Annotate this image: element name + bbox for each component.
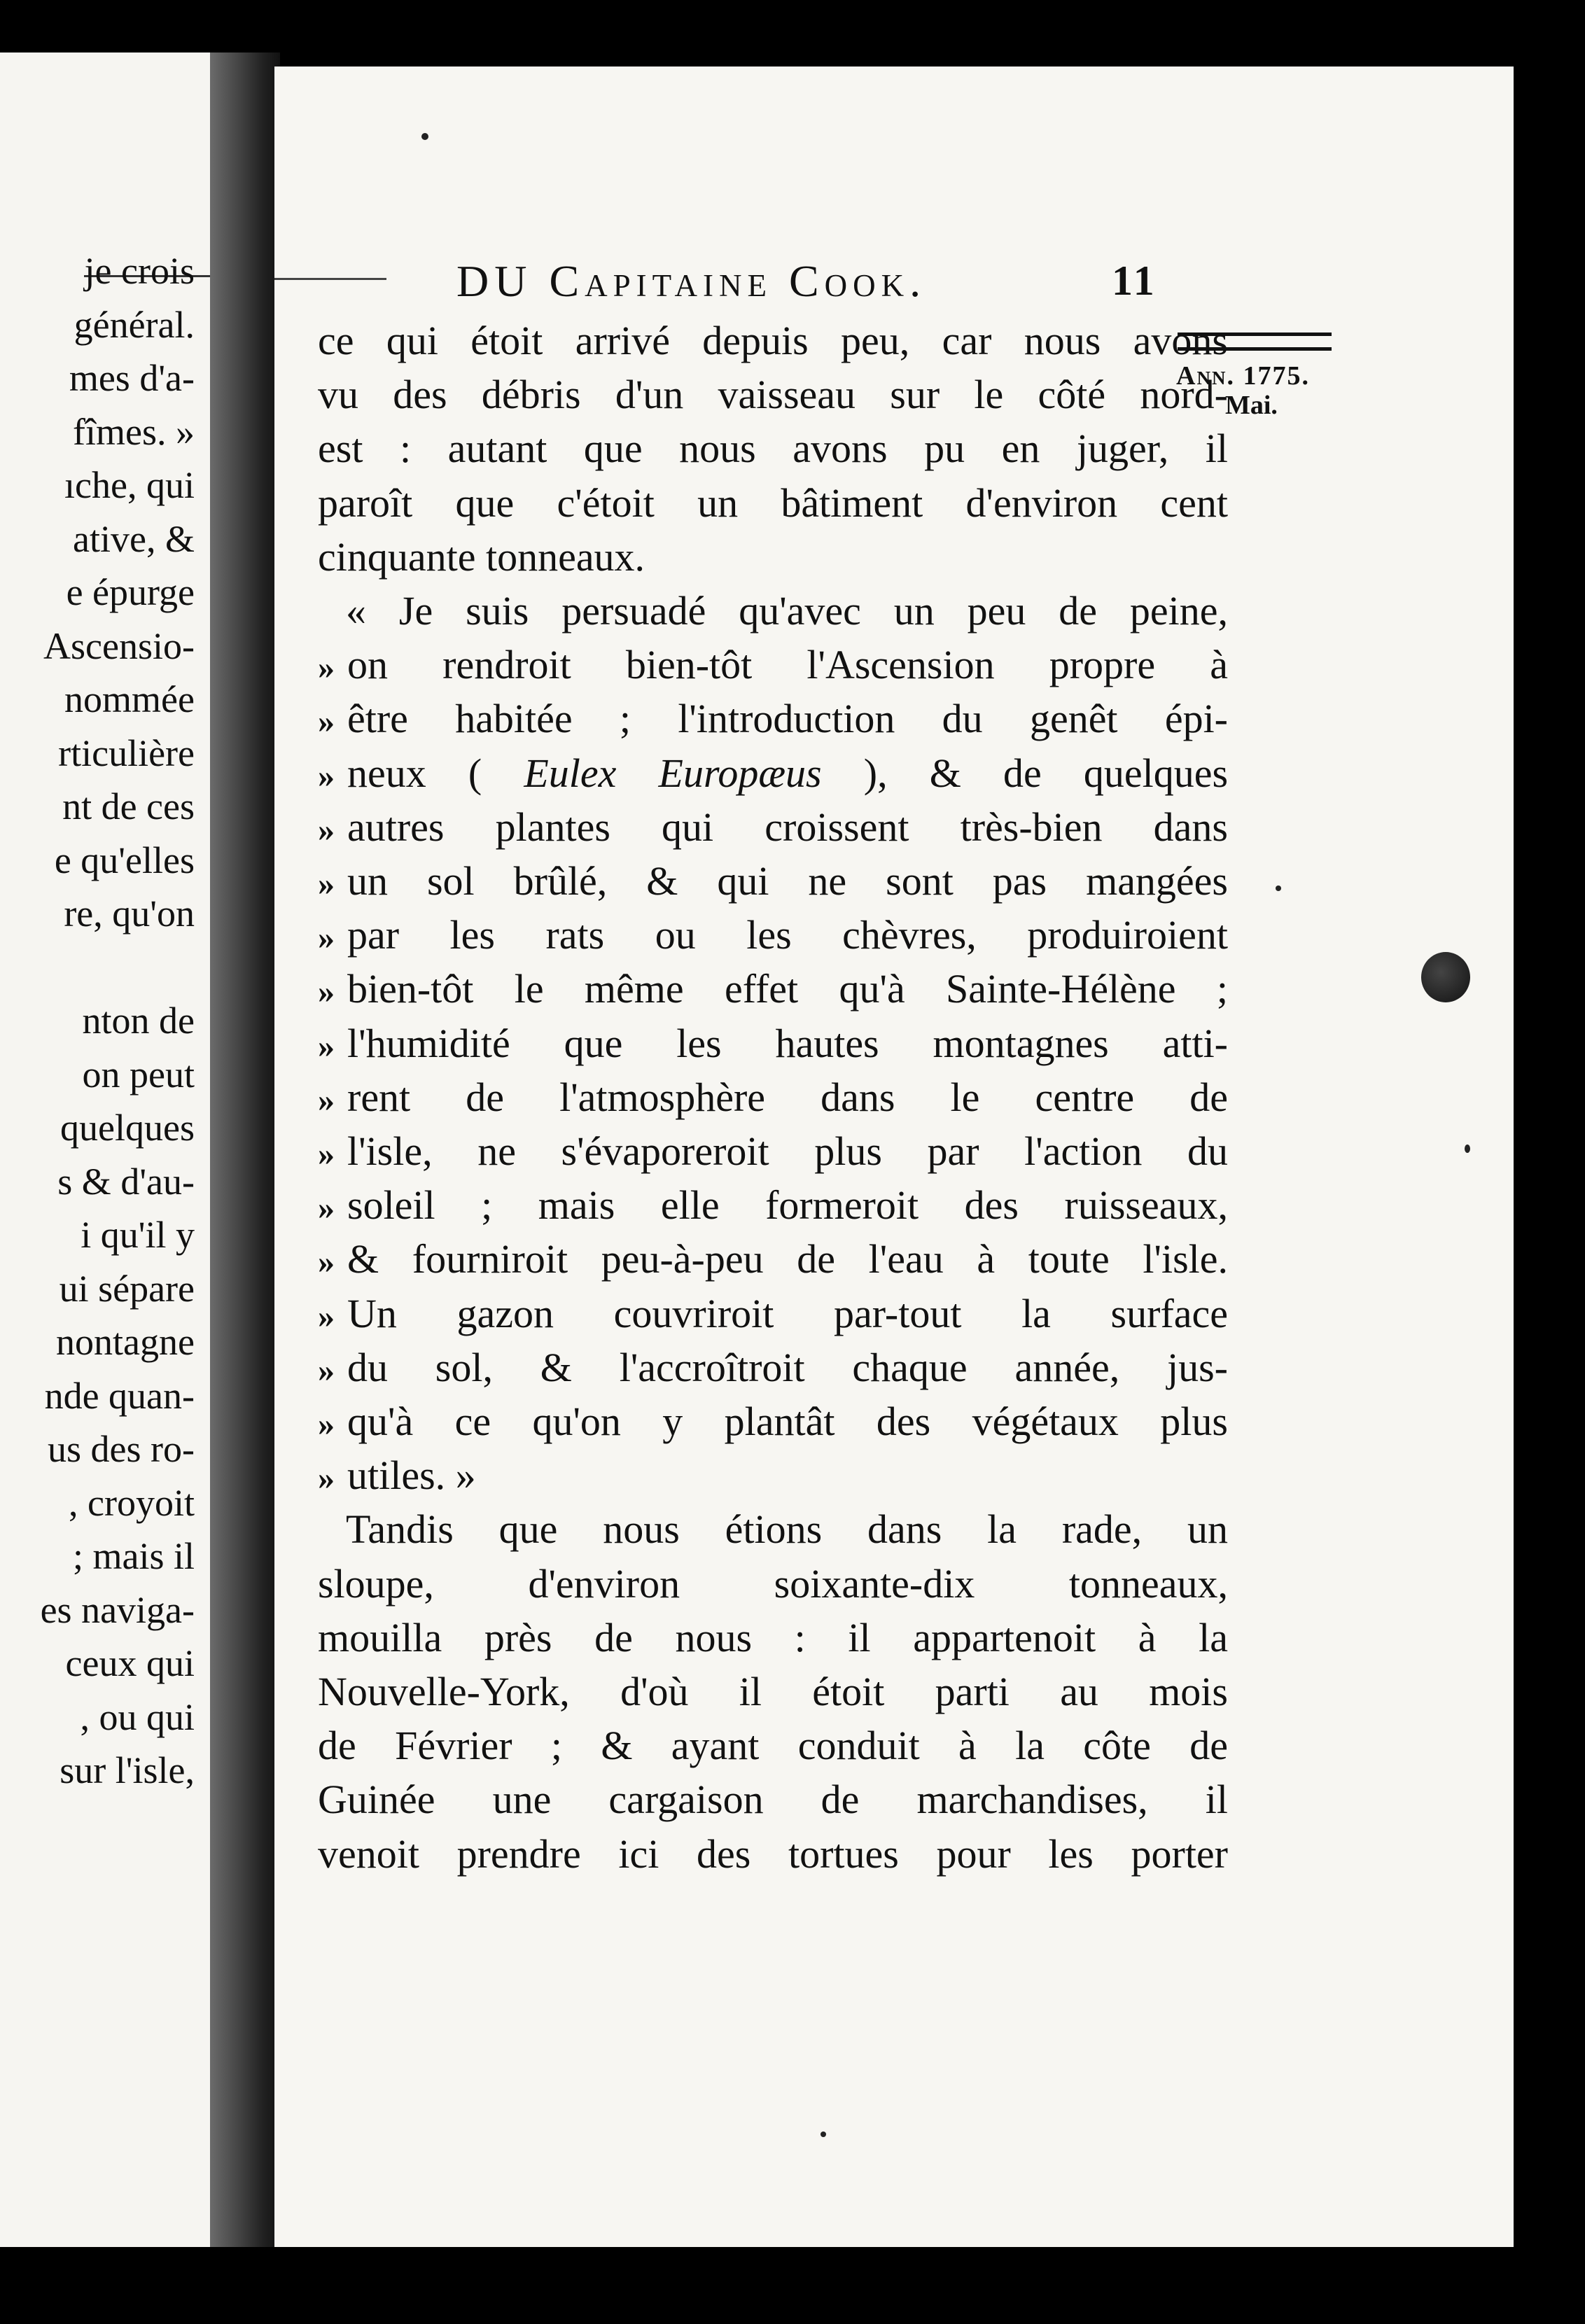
text-line [318, 858, 1228, 904]
text-line [318, 1290, 1228, 1337]
left-page-line: ; mais il [73, 1535, 195, 1577]
quote-mark: » [318, 649, 335, 687]
left-page-line: fîmes. » [73, 410, 195, 453]
text-line-content: neux ( Eulex Europæus ), & de quelques [347, 750, 1229, 796]
text-line-content: mouilla près de nous : il appartenoit à la [318, 1614, 1228, 1660]
quote-mark: » [318, 1243, 335, 1281]
text-line-content: être habitée ; l'introduction du genêt épi- [347, 696, 1228, 742]
quote-mark: » [318, 1406, 335, 1443]
text-line-content: ce qui étoit arrivé depuis peu, car nous avons [318, 318, 1228, 363]
left-page-line: nde quan- [44, 1374, 195, 1417]
text-line [318, 1452, 1228, 1499]
text-line-content: l'humidité que les hautes montagnes atti- [347, 1020, 1228, 1066]
left-page-line: Ascensio- [43, 624, 195, 667]
running-head [456, 255, 1367, 307]
text-line-content: Un gazon couvriroit par-tout la surface [347, 1290, 1228, 1336]
text-line-content: vu des débris d'un vaisseau sur le côté nord- [318, 372, 1228, 418]
text-line [318, 1668, 1228, 1715]
left-page-line: us des ro- [48, 1428, 195, 1470]
text-line [318, 1830, 1228, 1877]
left-page-line: s & d'au- [57, 1160, 195, 1203]
left-page-line: i qu'il y [81, 1214, 195, 1256]
left-page-line: ıche, qui [64, 464, 195, 506]
text-line-content: utiles. » [347, 1452, 476, 1499]
quote-mark: » [318, 703, 335, 741]
text-line [318, 425, 1228, 472]
text-line-content: par les rats ou les chèvres, produiroient [347, 912, 1228, 958]
text-line-content: soleil ; mais elle formeroit des ruisseaux, [347, 1182, 1228, 1228]
left-page-line: , croyoit [69, 1481, 195, 1524]
text-line [318, 587, 1228, 634]
text-line-content: venoit prendre ici des tortues pour les porter [318, 1830, 1228, 1877]
quote-mark: » [318, 1351, 335, 1389]
text-line [318, 317, 1228, 364]
text-line [318, 1236, 1228, 1282]
text-line-content: on rendroit bien-tôt l'Ascension propre à [347, 642, 1228, 688]
previous-page-fragment [0, 52, 210, 2247]
quote-mark: » [318, 757, 335, 794]
left-page-line: nontagne [56, 1321, 195, 1363]
text-line-content: Guinée une cargaison de marchandises, il [318, 1777, 1228, 1823]
speck [421, 133, 428, 140]
left-page-line: on peut [82, 1053, 195, 1096]
text-line-content: du sol, & l'accroîtroit chaque année, jus- [347, 1344, 1228, 1390]
left-page-line: ative, & [73, 517, 195, 560]
page-number: 11 [1112, 258, 1157, 304]
text-line [318, 1398, 1228, 1445]
left-page-line: quelques [60, 1107, 195, 1149]
left-page-line: je crois [84, 250, 195, 292]
left-page-line: re, qu'on [64, 892, 195, 934]
left-page-line: rticulière [58, 732, 195, 774]
text-line [318, 1074, 1228, 1121]
text-line [318, 1722, 1228, 1769]
quote-mark: » [318, 919, 335, 957]
text-line [318, 965, 1228, 1012]
text-line-content: l'isle, ne s'évaporeroit plus par l'action du [347, 1128, 1228, 1174]
text-line-content: autres plantes qui croissent très-bien dans [347, 804, 1228, 850]
quote-mark: » [318, 973, 335, 1011]
text-line [318, 371, 1228, 418]
ink-blot [1421, 952, 1470, 1002]
left-page-line: général. [74, 303, 195, 346]
text-line [318, 1020, 1228, 1067]
running-head-title: Capitaine Cook. [549, 256, 927, 306]
left-page-line: es naviga- [40, 1588, 195, 1631]
text-line [318, 1614, 1228, 1661]
text-line [318, 1182, 1228, 1228]
quote-mark: » [318, 1081, 335, 1119]
text-line [318, 479, 1228, 526]
text-line [318, 641, 1228, 688]
quote-mark: » [318, 1135, 335, 1172]
speck [1465, 1144, 1470, 1153]
left-page-line: nommée [64, 678, 195, 720]
text-line-content: Nouvelle-York, d'où il étoit parti au mois [318, 1669, 1228, 1714]
text-line-content: de Février ; & ayant conduit à la côte de [318, 1723, 1228, 1769]
text-line [318, 1776, 1228, 1823]
quote-mark: » [318, 1189, 335, 1227]
left-page-line: e qu'elles [54, 839, 195, 881]
text-line [318, 1128, 1228, 1175]
text-line [318, 695, 1228, 742]
text-line [318, 1506, 1228, 1553]
quote-mark: » [318, 811, 335, 848]
text-line-content: est : autant que nous avons pu en juger, il [318, 426, 1228, 472]
text-line-content: cinquante tonneaux. [318, 533, 645, 580]
text-line [318, 804, 1228, 850]
text-line-content: & fourniroit peu-à-peu de l'eau à toute l'isle. [347, 1236, 1228, 1282]
quote-mark: » [318, 1027, 335, 1065]
text-line [318, 911, 1228, 958]
left-page-line: sur l'isle, [60, 1749, 195, 1791]
header-rule-right [274, 278, 386, 280]
text-line-content: un sol brûlé, & qui ne sont pas mangées [347, 858, 1228, 904]
text-line-content: qu'à ce qu'on y plantât des végétaux plus [347, 1399, 1228, 1444]
text-line [318, 1344, 1228, 1391]
text-line-content: bien-tôt le même effet qu'à Sainte-Hélène ; [347, 966, 1228, 1012]
text-line [318, 750, 1228, 797]
left-page-line: nt de ces [62, 785, 195, 827]
text-line-content: rent de l'atmosphère dans le centre de [347, 1074, 1228, 1120]
running-head-du: DU [456, 256, 533, 306]
left-page-line: nton de [82, 1000, 195, 1042]
text-line [318, 1560, 1228, 1607]
text-line-content: paroît que c'étoit un bâtiment d'environ cent [318, 479, 1228, 526]
text-line-content: « Je suis persuadé qu'avec un peu de peine, [346, 588, 1228, 634]
text-line-content: sloupe, d'environ soixante-dix tonneaux, [318, 1560, 1228, 1606]
left-page-line: , ou qui [80, 1695, 195, 1738]
left-page-line: mes d'a- [69, 357, 195, 399]
quote-mark: » [318, 1297, 335, 1335]
speck [1276, 886, 1281, 891]
quote-mark: » [318, 865, 335, 902]
margin-note-year: Ann. 1775. [1176, 361, 1310, 391]
text-line [318, 533, 1228, 580]
current-page [274, 66, 1514, 2247]
left-page-line: ui sépare [59, 1267, 195, 1310]
margin-note-month: Mai. [1225, 391, 1278, 420]
text-line-content: Tandis que nous étions dans la rade, un [346, 1506, 1228, 1553]
speck [821, 2132, 826, 2137]
left-page-line: e épurge [66, 571, 195, 613]
book-gutter [210, 52, 280, 2247]
quote-mark: » [318, 1460, 335, 1497]
left-page-line: ceux qui [65, 1642, 195, 1684]
